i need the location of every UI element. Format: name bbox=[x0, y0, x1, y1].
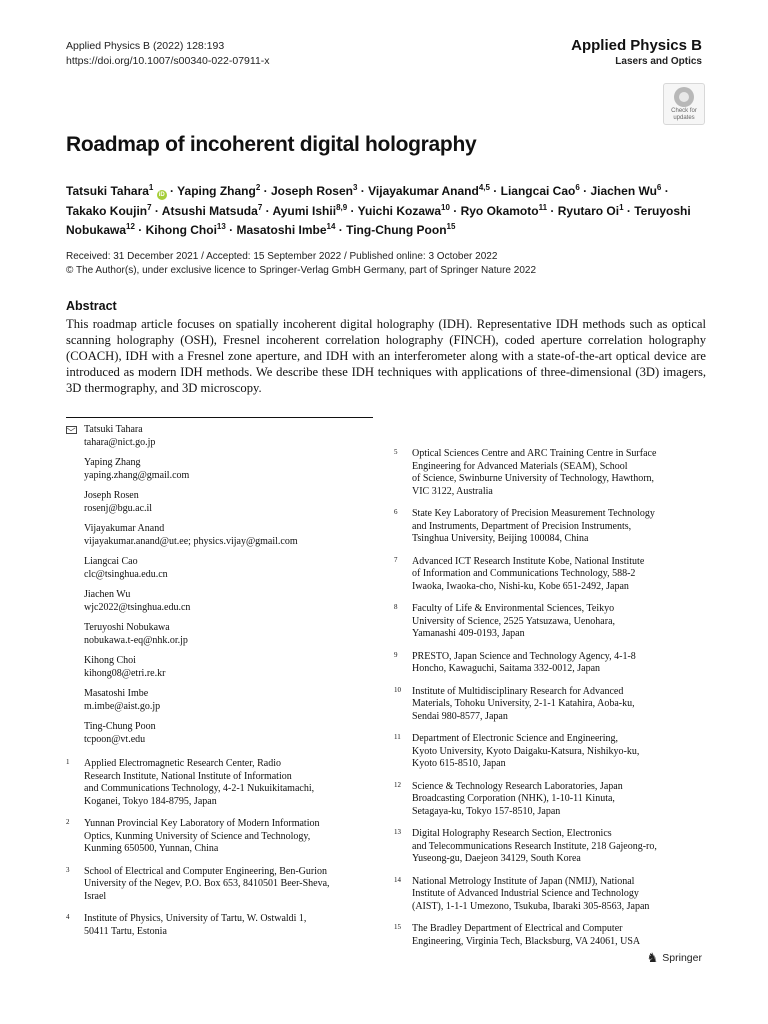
publication-dates bbox=[66, 250, 536, 278]
affiliation-line: and Telecommunications Research Institute, 218 Gajeong-ro, bbox=[412, 840, 657, 852]
abstract-text: This roadmap article focuses on spatially incoherent digital holography (IDH). Representative IDH methods such as optical scanning holography (OSH), Fresnel incoherent correlation holography (FINCH), coded aperture correlation holography (COACH), IDH with a Fresnel zone aperture, and IDH with an interferometer along with a state-of-the-art optical device are introduced as modern IDH methods. We describe these IDH techniques with applications of three-dimensional (3D) imagers, 3D thermography, and 3D microscopy. bbox=[66, 317, 706, 395]
affiliation-number: 13 bbox=[394, 828, 401, 836]
affiliation bbox=[66, 913, 366, 938]
contact-entry bbox=[66, 556, 366, 581]
affiliation-line: Digital Holography Research Section, Electronics bbox=[412, 828, 612, 839]
author-name[interactable]: Liangcai Cao bbox=[500, 184, 576, 198]
affiliation-line: of Information and Communications Technology, 588-2 bbox=[412, 568, 636, 579]
contact-entry bbox=[66, 457, 366, 482]
affiliation bbox=[66, 866, 366, 904]
affiliation bbox=[394, 876, 704, 914]
affiliation-line: Iwaoka, Iwaoka-cho, Nishi-ku, Kobe 651-2492, Japan bbox=[412, 580, 629, 592]
affiliation-line: Research Institute, National Institute of Information bbox=[84, 770, 292, 782]
author-affiliation-mark: 7 bbox=[257, 203, 263, 212]
affiliation-line: The Bradley Department of Electrical and Computer bbox=[412, 923, 623, 934]
contact-entry bbox=[66, 490, 366, 515]
affiliation bbox=[394, 556, 704, 594]
affiliation-line: Advanced ICT Research Institute Kobe, National Institute bbox=[412, 555, 645, 567]
contact-name: Joseph Rosen bbox=[84, 490, 139, 501]
affiliation-line: National Metrology Institute of Japan (NMIJ), National bbox=[412, 875, 635, 887]
affiliation bbox=[394, 651, 704, 676]
right-column bbox=[394, 448, 704, 958]
author-name[interactable]: Ting-Chung Poon bbox=[346, 223, 447, 237]
affiliation-line: PRESTO, Japan Science and Technology Agency, 4-1-8 bbox=[412, 650, 636, 662]
contact-entry bbox=[66, 721, 366, 746]
check-updates-icon bbox=[674, 87, 694, 107]
contact-email[interactable]: clc@tsinghua.edu.cn bbox=[84, 568, 168, 580]
author-name[interactable]: Teruyoshi Nobukawa bbox=[66, 204, 691, 237]
affiliation-line: Engineering, Virginia Tech, Blacksburg, VA 24061, USA bbox=[412, 935, 641, 947]
author-affiliation-mark: 3 bbox=[353, 183, 358, 192]
contact-name: Masatoshi Imbe bbox=[84, 688, 149, 699]
doi-link[interactable]: https://doi.org/10.1007/s00340-022-07911-x bbox=[66, 55, 270, 67]
author-name[interactable]: Atsushi Matsuda bbox=[161, 204, 258, 218]
orcid-icon[interactable]: iD bbox=[158, 192, 165, 198]
affiliation bbox=[66, 758, 366, 808]
contact-email[interactable]: wjc2022@tsinghua.edu.cn bbox=[84, 601, 191, 613]
affiliation-line: School of Electrical and Computer Engineering, Ben-Gurion bbox=[84, 865, 327, 877]
affiliation-line: Institute of Advanced Industrial Science and Technology bbox=[412, 888, 639, 899]
author-name[interactable]: Masatoshi Imbe bbox=[236, 223, 327, 237]
copyright: © The Author(s), under exclusive licence to Springer-Verlag GmbH Germany, part of Springer Nature 2022 bbox=[66, 265, 536, 276]
abstract-heading: Abstract bbox=[66, 299, 117, 313]
left-column bbox=[66, 424, 366, 948]
author-name[interactable]: Kihong Choi bbox=[145, 223, 217, 237]
affiliation-line: Applied Electromagnetic Research Center, Radio bbox=[84, 758, 282, 769]
contact-name: Kihong Choi bbox=[84, 655, 136, 666]
author-name[interactable]: Ayumi Ishii bbox=[272, 204, 337, 218]
affiliation-line: Optics, Kunming University of Science and Technology, bbox=[84, 830, 311, 842]
affiliation bbox=[66, 818, 366, 856]
contact-entry bbox=[66, 589, 366, 614]
affiliation-line: (AIST), 1-1-1 Umezono, Tsukuba, Ibaraki 305-8563, Japan bbox=[412, 900, 650, 912]
affiliation bbox=[394, 603, 704, 641]
affiliation-line: VIC 3122, Australia bbox=[412, 485, 493, 497]
affiliation bbox=[394, 686, 704, 724]
author-list: Tatsuki Tahara$^1$ iD · Yaping Zhang$^2$ · Joseph Rosen$^3$ · Vijayakumar Anand$^{4,5}$ · Liangcai Cao$^6$ · Jiachen $Wu^6$ · Takako Koujin$^7$ · Atsushi Matsuda$^7$ · Ayumi Ishii$^{8,9}$ · Yuichi Kozawa$^{10}$ · Ryo Okamoto$^{11}$ · Ryutaro $Oi^1$ · Teruyoshi Nobukawa$^{12}$ · Kihong Choi$^{13}$ · Masatoshi Imbe$^{14}$ · Ting-Chung Poon$^{15}$ bbox=[66, 183, 691, 237]
affiliation-line: Israel bbox=[84, 890, 107, 902]
publisher-logo bbox=[647, 952, 702, 964]
author-affiliation-mark: 12 bbox=[126, 222, 135, 231]
contact-name: Ting-Chung Poon bbox=[84, 721, 156, 732]
contact-email[interactable]: yaping.zhang@gmail.com bbox=[84, 469, 190, 481]
affiliation-line: Institute of Physics, University of Tartu, W. Ostwaldi 1, bbox=[84, 913, 307, 924]
affiliation-line: Science & Technology Research Laboratories, Japan bbox=[412, 780, 623, 792]
contact-entry bbox=[66, 688, 366, 713]
author-affiliation-mark: 4,5 bbox=[478, 183, 490, 192]
affiliation-line: University of the Negev, P.O. Box 653, 8410501 Beer-Sheva, bbox=[84, 878, 330, 889]
affiliation-number: 15 bbox=[394, 923, 401, 931]
contact-entry bbox=[66, 655, 366, 680]
author-affiliation-mark: 8,9 bbox=[336, 203, 348, 212]
affiliation-number: 2 bbox=[66, 818, 70, 826]
contact-email[interactable]: tahara@nict.go.jp bbox=[84, 436, 156, 448]
affiliation bbox=[394, 448, 704, 498]
affiliation-number: 5 bbox=[394, 448, 398, 456]
author-name[interactable]: Jiachen Wu bbox=[590, 184, 657, 198]
affiliation-line: Kyoto University, Kyoto Daigaku-Katsura, Nishikyo-ku, bbox=[412, 745, 640, 757]
affiliation-line: Kyoto 615-8510, Japan bbox=[412, 758, 506, 769]
author-affiliation-mark: 15 bbox=[446, 222, 456, 231]
article-meta bbox=[66, 39, 270, 69]
author-affiliation-mark: 6 bbox=[575, 183, 580, 192]
contact-email[interactable]: tcpoon@vt.edu bbox=[84, 733, 146, 745]
contact-email[interactable]: rosenj@bgu.ac.il bbox=[84, 502, 153, 514]
affiliation-line: Broadcasting Corporation (NHK), 1-10-11 Kinuta, bbox=[412, 793, 615, 804]
contact-name: Vijayakumar Anand bbox=[84, 523, 165, 534]
affiliation-line: Koganei, Tokyo 184-8795, Japan bbox=[84, 795, 217, 807]
author-affiliation-mark: 2 bbox=[255, 183, 261, 192]
journal-title: Applied Physics B bbox=[571, 37, 702, 54]
affiliation-line: and Instruments, Department of Precision Instruments, bbox=[412, 520, 632, 532]
author-affiliation-mark: 7 bbox=[147, 203, 152, 212]
affiliation-number: 14 bbox=[394, 875, 401, 884]
author-name[interactable]: Yuichi Kozawa bbox=[357, 204, 441, 218]
affiliation-line: Tsinghua University, Beijing 100084, China bbox=[412, 533, 589, 544]
contact-email[interactable]: m.imbe@aist.go.jp bbox=[84, 700, 161, 712]
contact-entry bbox=[66, 622, 366, 647]
affiliation-line: and Communications Technology, 4-2-1 Nukuikitamachi, bbox=[84, 783, 315, 794]
affiliation-line: Yuseong-gu, Daejeon 34129, South Korea bbox=[412, 853, 581, 864]
check-for-updates-badge[interactable] bbox=[663, 83, 705, 125]
affiliation-line: Setagaya-ku, Tokyo 157-8510, Japan bbox=[412, 805, 561, 817]
affiliation-number: 10 bbox=[394, 685, 401, 694]
affiliation-line: Department of Electronic Science and Engineering, bbox=[412, 733, 619, 744]
affiliation-line: Yunnan Provincial Key Laboratory of Modern Information bbox=[84, 818, 320, 829]
publisher-name: Springer bbox=[662, 952, 702, 964]
author-affiliation-mark: 6 bbox=[656, 183, 662, 192]
affiliation-number: 7 bbox=[394, 555, 398, 564]
journal-header bbox=[571, 37, 702, 67]
author-name[interactable]: Joseph Rosen bbox=[270, 184, 353, 198]
contact-email[interactable]: vijayakumar.anand@ut.ee; physics.vijay@gmail.com bbox=[84, 535, 298, 547]
affiliation-number: 12 bbox=[394, 780, 401, 789]
affiliation-number: 3 bbox=[66, 865, 70, 874]
author-affiliation-mark: 13 bbox=[216, 222, 226, 231]
affiliation-line: Sendai 980-8577, Japan bbox=[412, 710, 508, 722]
affiliation bbox=[394, 508, 704, 546]
author-affiliation-mark: 1 bbox=[619, 203, 624, 212]
affiliation-number: 11 bbox=[394, 733, 401, 741]
history-dates: Received: 31 December 2021 / Accepted: 15 September 2022 / Published online: 3 October 2022 bbox=[66, 251, 498, 262]
author-affiliation-mark: 14 bbox=[326, 222, 336, 231]
contact-entry bbox=[66, 424, 366, 449]
contact-email[interactable]: nobukawa.t-eq@nhk.or.jp bbox=[84, 634, 188, 646]
citation: Applied Physics B (2022) 128:193 bbox=[66, 40, 225, 52]
contact-name: Liangcai Cao bbox=[84, 556, 138, 567]
affiliation-line: Honcho, Kawaguchi, Saitama 332-0012, Japan bbox=[412, 663, 601, 674]
affiliation-number: 6 bbox=[394, 508, 398, 516]
affiliation bbox=[394, 828, 704, 866]
affiliation-line: 50411 Tartu, Estonia bbox=[84, 925, 167, 937]
contact-name: Yaping Zhang bbox=[84, 457, 141, 468]
affiliation-list-left bbox=[66, 758, 366, 938]
affiliation-number: 8 bbox=[394, 603, 398, 611]
divider bbox=[66, 417, 373, 418]
author-name[interactable]: Yaping Zhang bbox=[177, 184, 256, 198]
envelope-icon bbox=[66, 426, 77, 434]
affiliation-line: of Science, Swinburne University of Technology, Hawthorn, bbox=[412, 473, 655, 484]
springer-horse-icon: ♞ bbox=[646, 950, 659, 965]
author-name[interactable]: Tatsuki Tahara bbox=[66, 184, 149, 198]
affiliation-line: State Key Laboratory of Precision Measurement Technology bbox=[412, 508, 655, 519]
check-badge-line: Check for bbox=[671, 108, 697, 114]
affiliation-line: Optical Sciences Centre and ARC Training Centre in Surface bbox=[412, 448, 657, 459]
journal-subtitle: Lasers and Optics bbox=[615, 56, 702, 67]
affiliation-line: Yamanashi 409-0193, Japan bbox=[412, 628, 525, 639]
affiliation bbox=[394, 733, 704, 771]
author-name[interactable]: Vijayakumar Anand bbox=[368, 184, 479, 198]
affiliation-line: Faculty of Life & Environmental Sciences, Teikyo bbox=[412, 603, 615, 614]
author-affiliation-mark: 10 bbox=[441, 203, 450, 212]
affiliation-line: Kunming 650500, Yunnan, China bbox=[84, 843, 219, 854]
contact-entry bbox=[66, 523, 366, 548]
affiliation-number: 1 bbox=[66, 758, 70, 766]
check-badge-line: updates bbox=[673, 115, 695, 121]
affiliation-line: Engineering for Advanced Materials (SEAM), School bbox=[412, 460, 628, 472]
author-name[interactable]: Takako Koujin bbox=[66, 204, 148, 218]
author-name[interactable]: Ryutaro Oi bbox=[557, 204, 620, 218]
contact-list bbox=[66, 424, 366, 746]
affiliation-list-right bbox=[394, 448, 704, 948]
affiliation-number: 4 bbox=[66, 913, 70, 921]
affiliation-line: Materials, Tohoku University, 2-1-1 Katahira, Aoba-ku, bbox=[412, 698, 635, 709]
author-affiliation-mark: 1 bbox=[148, 183, 154, 192]
contact-name: Teruyoshi Nobukawa bbox=[84, 622, 170, 633]
author-name[interactable]: Ryo Okamoto bbox=[460, 204, 539, 218]
affiliation-number: 9 bbox=[394, 650, 398, 659]
contact-email[interactable]: kihong08@etri.re.kr bbox=[84, 667, 166, 679]
affiliation bbox=[394, 923, 704, 948]
affiliation bbox=[394, 781, 704, 819]
contact-name: Tatsuki Tahara bbox=[84, 424, 143, 435]
article-title: Roadmap of incoherent digital holography bbox=[66, 133, 477, 156]
contact-name: Jiachen Wu bbox=[84, 589, 131, 600]
affiliation-line: Institute of Multidisciplinary Research for Advanced bbox=[412, 685, 624, 697]
affiliation-line: University of Science, 2525 Yatsuzawa, Uenohara, bbox=[412, 615, 616, 627]
author-affiliation-mark: 11 bbox=[538, 203, 548, 212]
